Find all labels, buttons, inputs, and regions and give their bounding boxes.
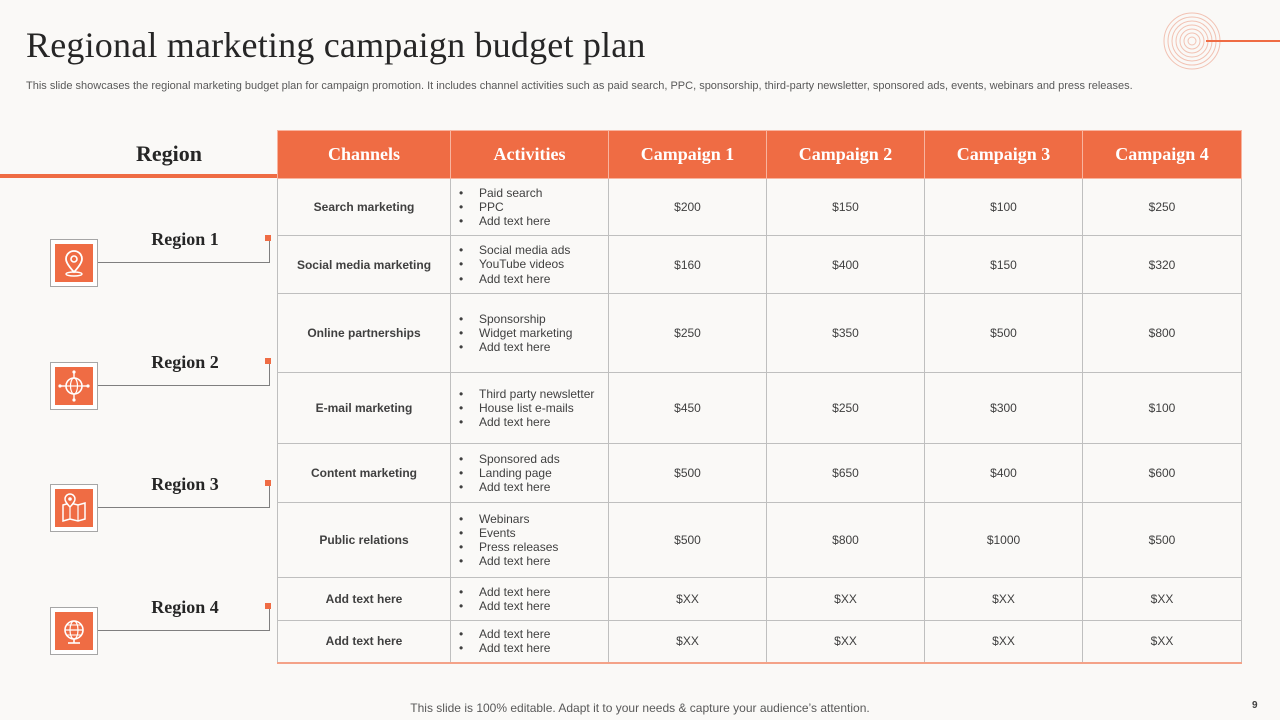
budget-cell: $400 xyxy=(925,444,1083,503)
activities-cell xyxy=(451,294,609,373)
region-header-underline xyxy=(0,174,278,178)
activity-item: • Third party newsletter xyxy=(459,387,608,401)
column-header-campaign-2: Campaign 2 xyxy=(767,131,925,179)
region-item-3 xyxy=(0,474,278,544)
activity-item: • Add text here xyxy=(459,627,608,641)
globe-icon xyxy=(55,612,93,650)
region-icon-frame xyxy=(50,607,98,655)
activity-item: • Landing page xyxy=(459,466,608,480)
budget-cell: $450 xyxy=(609,373,767,444)
budget-cell: $160 xyxy=(609,236,767,294)
budget-cell: $XX xyxy=(609,621,767,663)
region-header xyxy=(0,131,278,179)
activity-item: • Add text here xyxy=(459,480,608,494)
budget-cell: $XX xyxy=(1083,578,1242,621)
slide-footer: This slide is 100% editable. Adapt it to your needs & capture your audience’s attention. xyxy=(410,701,870,715)
budget-cell: $400 xyxy=(767,236,925,294)
page-number: 9 xyxy=(1252,700,1258,711)
column-header-activities: Activities xyxy=(451,131,609,179)
budget-table xyxy=(277,130,1242,664)
budget-cell: $100 xyxy=(1083,373,1242,444)
budget-cell: $200 xyxy=(609,179,767,236)
location-pin-icon xyxy=(55,244,93,282)
budget-cell: $100 xyxy=(925,179,1083,236)
budget-cell: $XX xyxy=(925,578,1083,621)
budget-cell: $500 xyxy=(925,294,1083,373)
activity-item: • Paid search xyxy=(459,186,608,200)
budget-cell: $500 xyxy=(609,444,767,503)
budget-cell: $XX xyxy=(925,621,1083,663)
region-label: Region 2 xyxy=(151,352,219,372)
table-row xyxy=(278,236,1242,294)
table-row xyxy=(278,621,1242,663)
activities-cell xyxy=(451,373,609,444)
table-row xyxy=(278,503,1242,578)
activity-item: • Add text here xyxy=(459,585,608,599)
budget-cell: $800 xyxy=(767,503,925,578)
channel-cell: Social media marketing xyxy=(278,236,451,294)
region-item-1 xyxy=(0,229,278,299)
budget-cell: $350 xyxy=(767,294,925,373)
channel-cell: Add text here xyxy=(278,621,451,663)
activity-item: • Add text here xyxy=(459,415,608,429)
channel-cell: Online partnerships xyxy=(278,294,451,373)
table-row xyxy=(278,578,1242,621)
activities-cell xyxy=(451,236,609,294)
channel-cell: E-mail marketing xyxy=(278,373,451,444)
slide-title: Regional marketing campaign budget plan xyxy=(26,25,646,65)
activity-item: • YouTube videos xyxy=(459,257,608,271)
activity-item: • Widget marketing xyxy=(459,326,608,340)
budget-cell: $320 xyxy=(1083,236,1242,294)
region-item-2 xyxy=(0,352,278,422)
budget-cell: $XX xyxy=(767,621,925,663)
budget-cell: $150 xyxy=(925,236,1083,294)
activities-cell xyxy=(451,621,609,663)
activity-item: • Add text here xyxy=(459,599,608,613)
column-header-campaign-1: Campaign 1 xyxy=(609,131,767,179)
activity-item: • PPC xyxy=(459,200,608,214)
budget-cell: $250 xyxy=(767,373,925,444)
table-row xyxy=(278,294,1242,373)
table-header-row xyxy=(278,131,1242,179)
budget-cell: $250 xyxy=(609,294,767,373)
activity-item: • Add text here xyxy=(459,641,608,655)
region-icon-frame xyxy=(50,484,98,532)
slide-subtitle: This slide showcases the regional marketing budget plan for campaign promotion. It includes channel activities such as paid search, PPC, sponsorship, third-party newsletter, sponsored ads, events, webinars and press releases. xyxy=(26,80,1133,92)
budget-cell: $650 xyxy=(767,444,925,503)
region-label: Region 1 xyxy=(151,229,219,249)
region-label: Region 3 xyxy=(151,474,219,494)
channel-cell: Search marketing xyxy=(278,179,451,236)
activity-item: • House list e-mails xyxy=(459,401,608,415)
region-item-4 xyxy=(0,597,278,667)
activity-item: • Sponsorship xyxy=(459,312,608,326)
region-icon-frame xyxy=(50,239,98,287)
channel-cell: Add text here xyxy=(278,578,451,621)
budget-cell: $600 xyxy=(1083,444,1242,503)
activities-cell xyxy=(451,444,609,503)
channel-cell: Public relations xyxy=(278,503,451,578)
activity-item: • Add text here xyxy=(459,554,608,568)
budget-cell: $150 xyxy=(767,179,925,236)
column-header-campaign-3: Campaign 3 xyxy=(925,131,1083,179)
budget-cell: $XX xyxy=(767,578,925,621)
globe-network-icon xyxy=(55,367,93,405)
map-pin-icon xyxy=(55,489,93,527)
budget-cell: $1000 xyxy=(925,503,1083,578)
activity-item: • Add text here xyxy=(459,272,608,286)
budget-cell: $250 xyxy=(1083,179,1242,236)
activity-item: • Webinars xyxy=(459,512,608,526)
channel-cell: Content marketing xyxy=(278,444,451,503)
budget-cell: $XX xyxy=(609,578,767,621)
activities-cell xyxy=(451,179,609,236)
activity-item: • Add text here xyxy=(459,340,608,354)
activity-item: • Events xyxy=(459,526,608,540)
activity-item: • Social media ads xyxy=(459,243,608,257)
table-row xyxy=(278,373,1242,444)
region-icon-frame xyxy=(50,362,98,410)
column-header-campaign-4: Campaign 4 xyxy=(1083,131,1242,179)
budget-cell: $800 xyxy=(1083,294,1242,373)
budget-cell: $XX xyxy=(1083,621,1242,663)
budget-cell: $300 xyxy=(925,373,1083,444)
budget-cell: $500 xyxy=(609,503,767,578)
region-label: Region 4 xyxy=(151,597,219,617)
column-header-channels: Channels xyxy=(278,131,451,179)
table-row xyxy=(278,179,1242,236)
region-header-label: Region xyxy=(136,141,202,166)
activity-item: • Press releases xyxy=(459,540,608,554)
activity-item: • Add text here xyxy=(459,214,608,228)
activity-item: • Sponsored ads xyxy=(459,452,608,466)
concentric-circles-decoration xyxy=(1160,10,1280,74)
activities-cell xyxy=(451,578,609,621)
table-row xyxy=(278,444,1242,503)
activities-cell xyxy=(451,503,609,578)
budget-cell: $500 xyxy=(1083,503,1242,578)
